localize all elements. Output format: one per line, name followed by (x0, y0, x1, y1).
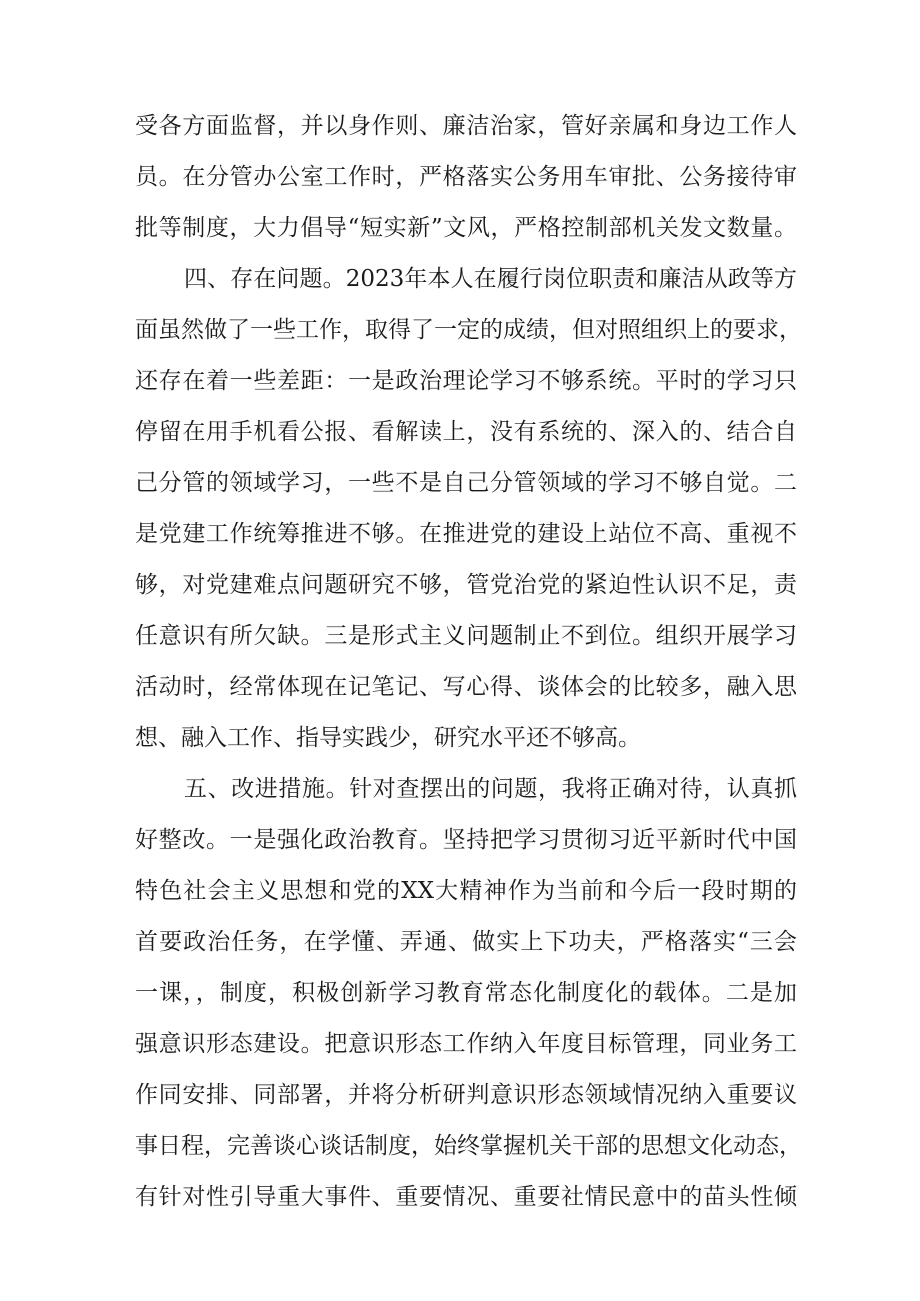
text-line: 还存在着一些差距：一是政治理论学习不够系统。平时的学习只 (135, 368, 797, 394)
text-line: 任意识有所欠缺。三是形式主义问题制止不到位。组织开展学习 (135, 623, 797, 649)
text-line: 想、融入工作、指导实践少，研究水平还不够高。 (135, 725, 641, 751)
text-line: 作同安排、同部署，并将分析研判意识形态领域情况纳入重要议 (135, 1082, 797, 1108)
text-line: 己分管的领域学习，一些不是自己分管领域的学习不够自觉。二 (135, 470, 797, 496)
text-line: 受各方面监督，并以身作则、廉洁治家，管好亲属和身边工作人 (135, 113, 797, 139)
section-heading-improvements: 五、改进措施。针对查摆出的问题，我将正确对待，认真抓 (184, 776, 797, 802)
text-line: 活动时，经常体现在记笔记、写心得、谈体会的比较多，融入思 (135, 674, 797, 700)
text-line: 员。在分管办公室工作时，严格落实公务用车审批、公务接待审 (135, 164, 797, 190)
text-line: 特色社会主义思想和党的XX大精神作为当前和今后一段时期的 (135, 878, 797, 904)
text-line: 好整改。一是强化政治教育。坚持把学习贯彻习近平新时代中国 (135, 827, 797, 853)
text-line: 面虽然做了一些工作，取得了一定的成绩，但对照组织上的要求， (135, 317, 802, 343)
text-line: 是党建工作统筹推进不够。在推进党的建设上站位不高、重视不 (135, 521, 797, 547)
text-line: 有针对性引导重大事件、重要情况、重要社情民意中的苗头性倾 (135, 1184, 797, 1210)
text-line: 停留在用手机看公报、看解读上，没有系统的、深入的、结合自 (135, 419, 797, 445)
text-line: 事日程，完善谈心谈话制度，始终掌握机关干部的思想文化动态， (135, 1133, 802, 1159)
text-line: 强意识形态建设。把意识形态工作纳入年度目标管理，同业务工 (135, 1031, 797, 1057)
text-line: 够，对党建难点问题研究不够，管党治党的紧迫性认识不足，责 (135, 572, 797, 598)
text-line: 首要政治任务，在学懂、弄通、做实上下功夫，严格落实“三会 (135, 929, 797, 955)
text-line: 一课，，制度，积极创新学习教育常态化制度化的载体。二是加 (135, 980, 797, 1006)
text-line: 批等制度，大力倡导“短实新”文风，严格控制部机关发文数量。 (135, 215, 797, 241)
section-heading-problems: 四、存在问题。2023年本人在履行岗位职责和廉洁从政等方 (184, 266, 797, 292)
